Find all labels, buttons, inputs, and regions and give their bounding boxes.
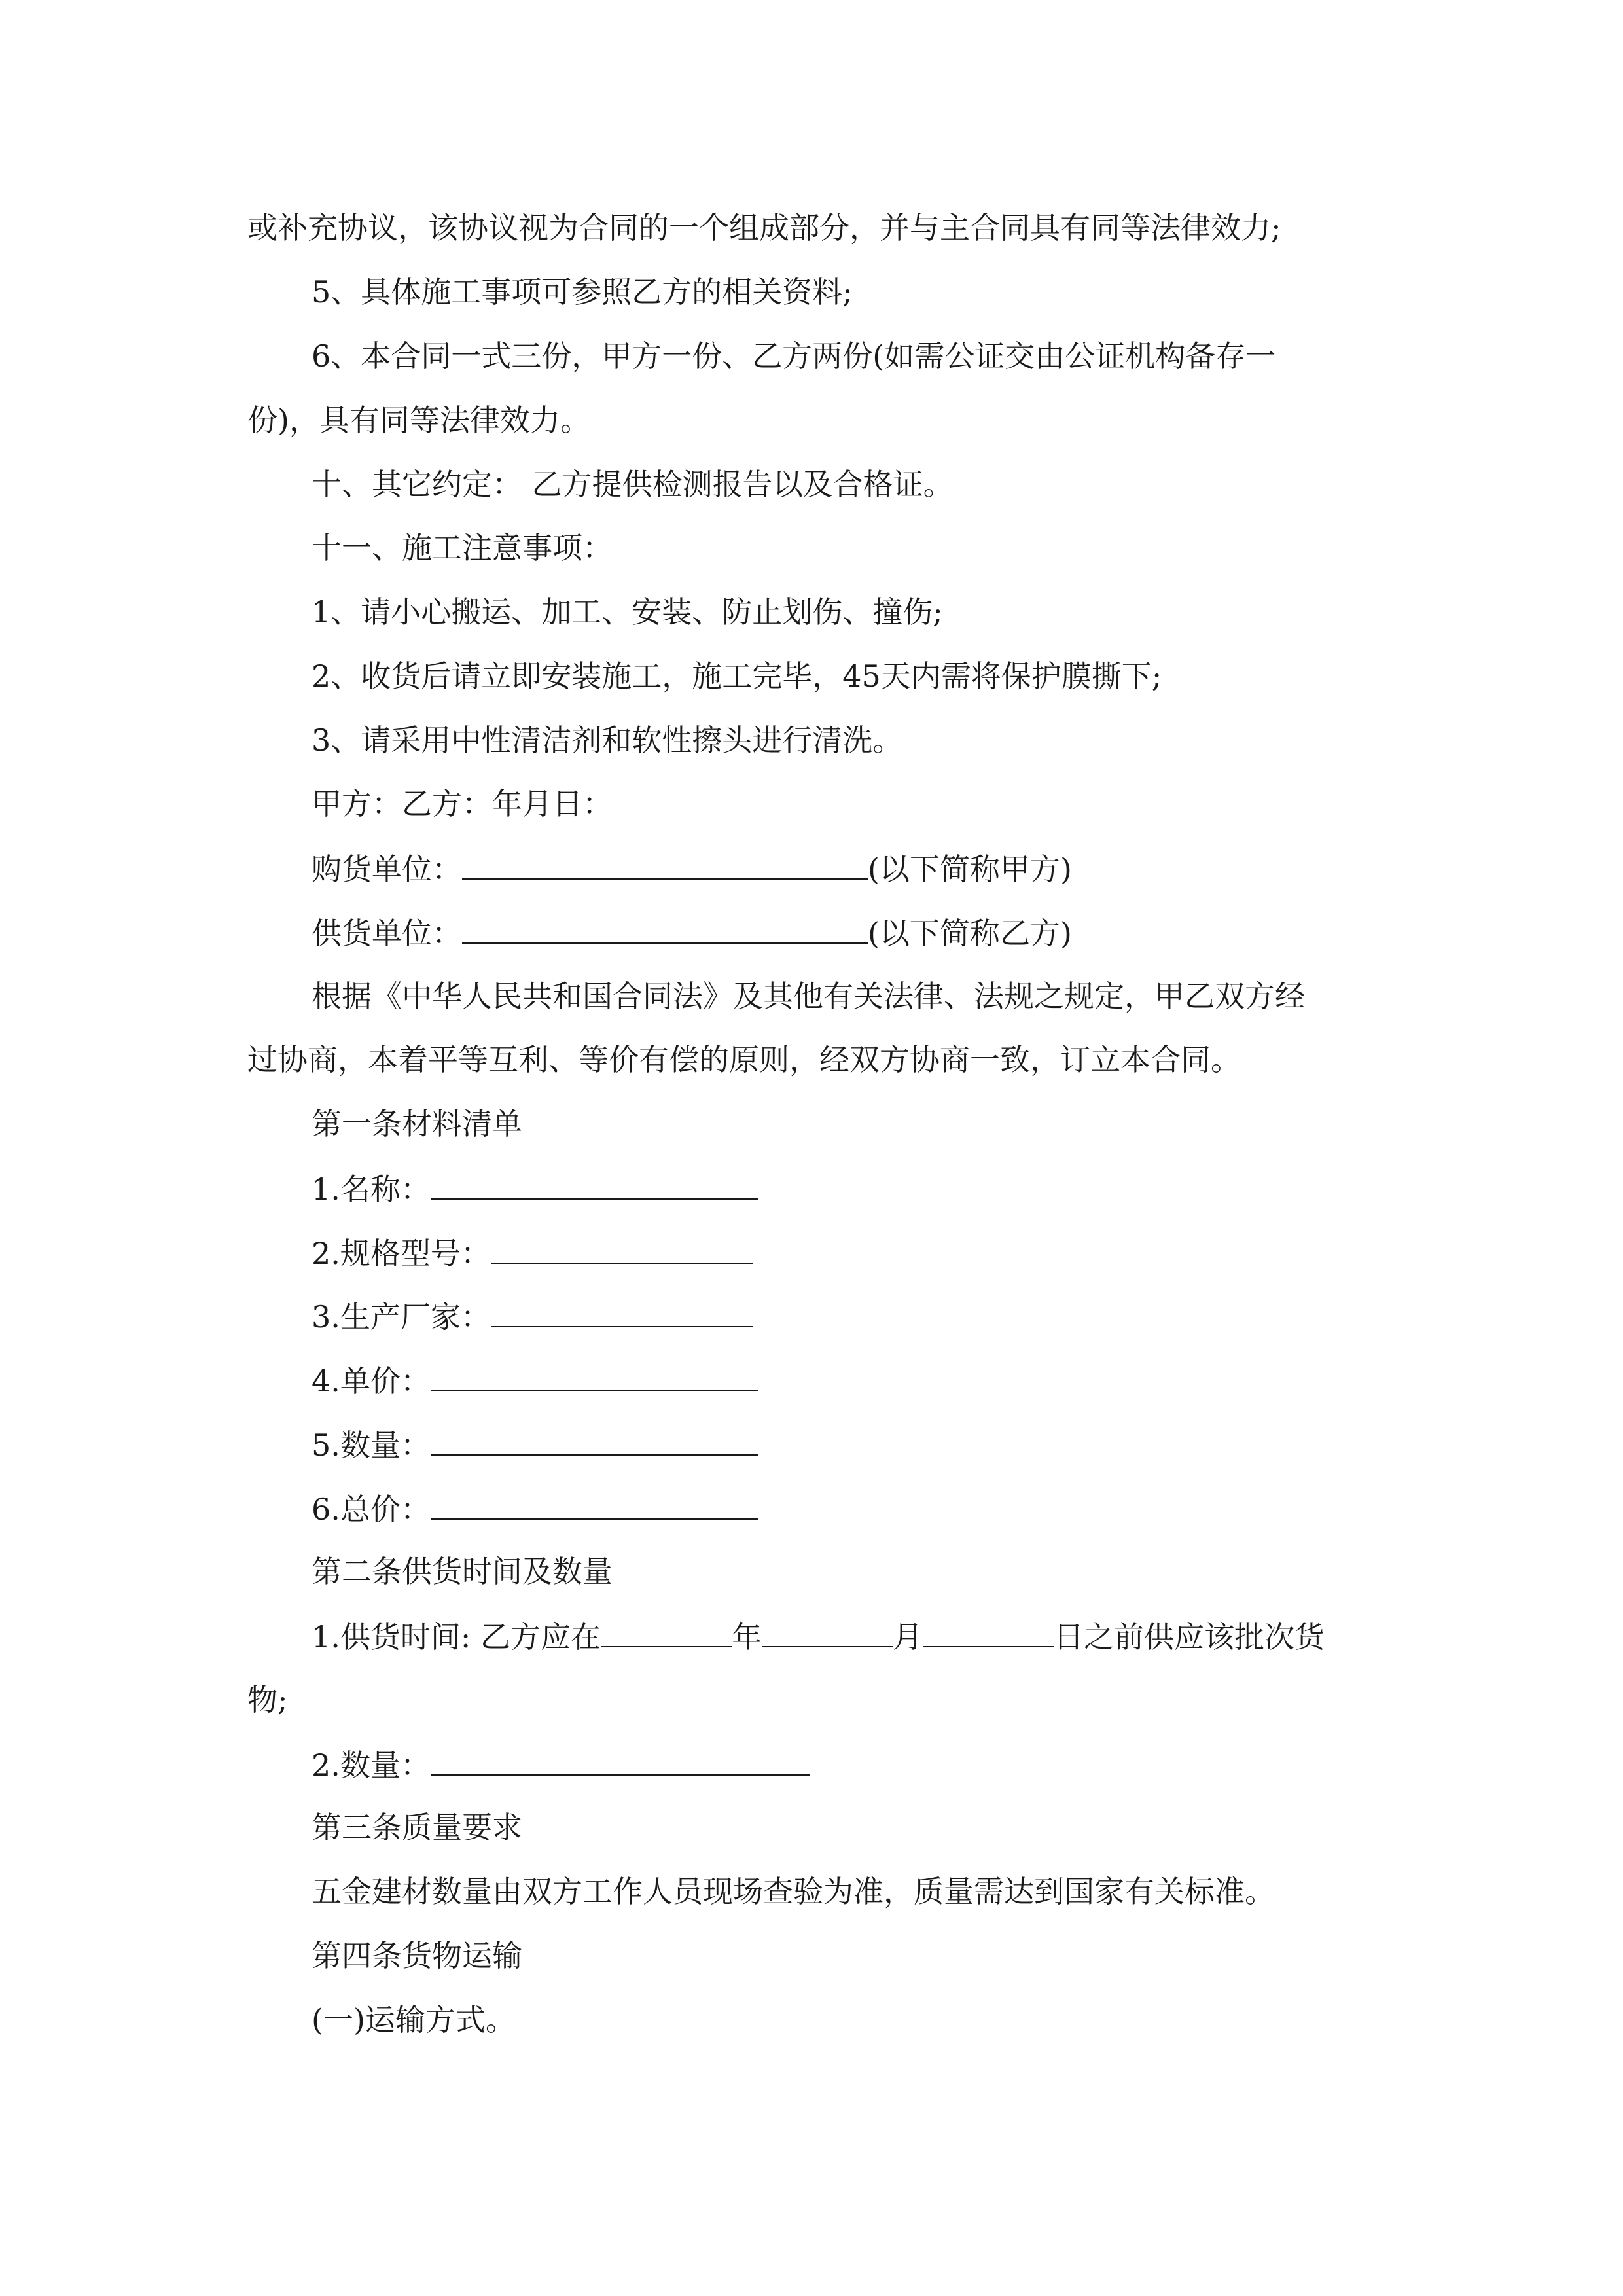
paragraph-line: 3、请采用中性清洁剂和软性擦头进行清洗。 [312,723,903,758]
material-label: 2.规格型号： [312,1236,491,1271]
buyer-blank [462,848,868,880]
material-blank [491,1296,753,1327]
year-label: 年 [732,1619,762,1655]
month-blank [762,1616,893,1647]
buyer-field [312,848,1463,888]
seller-field [312,912,1463,952]
seller-blank [462,912,868,944]
paragraph-line: 十、其它约定： 乙方提供检测报告以及合格证。 [312,467,954,502]
material-blank [431,1360,758,1391]
paragraph-line: 过协商，本着平等互利、等价有偿的原则，经双方协商一致，订立本合同。 [247,1042,1241,1077]
material-label: 5.数量： [312,1427,431,1463]
paragraph-line: 根据《中华人民共和国合同法》及其他有关法律、法规之规定，甲乙双方经 [312,978,1305,1014]
article-heading: 第三条质量要求 [312,1810,522,1845]
material-blank [431,1424,758,1456]
supply-time-suffix: 日之前供应该批次货 [1054,1619,1325,1655]
year-blank [601,1616,732,1647]
material-label: 1.名称： [312,1172,431,1207]
paragraph-line: 或补充协议，该协议视为合同的一个组成部分，并与主合同具有同等法律效力; [247,210,1281,245]
material-label: 3.生产厂家： [312,1299,491,1335]
material-field [312,1424,1463,1463]
article-heading: 第一条材料清单 [312,1106,522,1141]
paragraph-line: 2、收货后请立即安装施工，施工完毕，45天内需将保护膜撕下; [312,658,1162,694]
material-blank [431,1168,758,1200]
article-heading: 第二条供货时间及数量 [312,1554,613,1589]
paragraph-line: 物; [247,1682,288,1717]
quantity-field [312,1744,1463,1784]
paragraph-line: 6、本合同一式三份，甲方一份、乙方两份(如需公证交由公证机构备存一 [312,338,1276,374]
material-field [312,1168,1463,1208]
paragraph-line: 1、请小心搬运、加工、安装、防止划伤、撞伤; [312,594,943,630]
supply-time-prefix: 1.供货时间: 乙方应在 [312,1619,601,1655]
paragraph-line: 5、具体施工事项可参照乙方的相关资料; [312,274,853,310]
material-label: 6.总价： [312,1492,431,1527]
material-field [312,1296,1463,1335]
signature-line: 甲方：乙方：年月日： [312,786,613,821]
paragraph-line: 五金建材数量由双方工作人员现场查验为准，质量需达到国家有关标准。 [312,1874,1275,1909]
paragraph-line: (一)运输方式。 [312,2002,516,2037]
section-heading: 十一、施工注意事项： [312,530,613,565]
material-field [312,1488,1463,1528]
material-field [312,1232,1463,1272]
seller-label: 供货单位： [312,916,462,951]
quantity-label: 2.数量： [312,1748,431,1783]
seller-suffix: (以下简称乙方) [868,916,1072,951]
day-blank [923,1616,1054,1647]
material-blank [431,1488,758,1520]
buyer-label: 购货单位： [312,852,462,887]
month-label: 月 [893,1619,923,1655]
material-field [312,1360,1463,1399]
quantity-blank [431,1744,810,1776]
material-blank [491,1232,753,1264]
paragraph-line: 份)，具有同等法律效力。 [247,403,590,438]
article-heading: 第四条货物运输 [312,1938,522,1973]
buyer-suffix: (以下简称甲方) [868,852,1072,887]
supply-time-field [312,1616,1463,1655]
material-label: 4.单价： [312,1363,431,1399]
